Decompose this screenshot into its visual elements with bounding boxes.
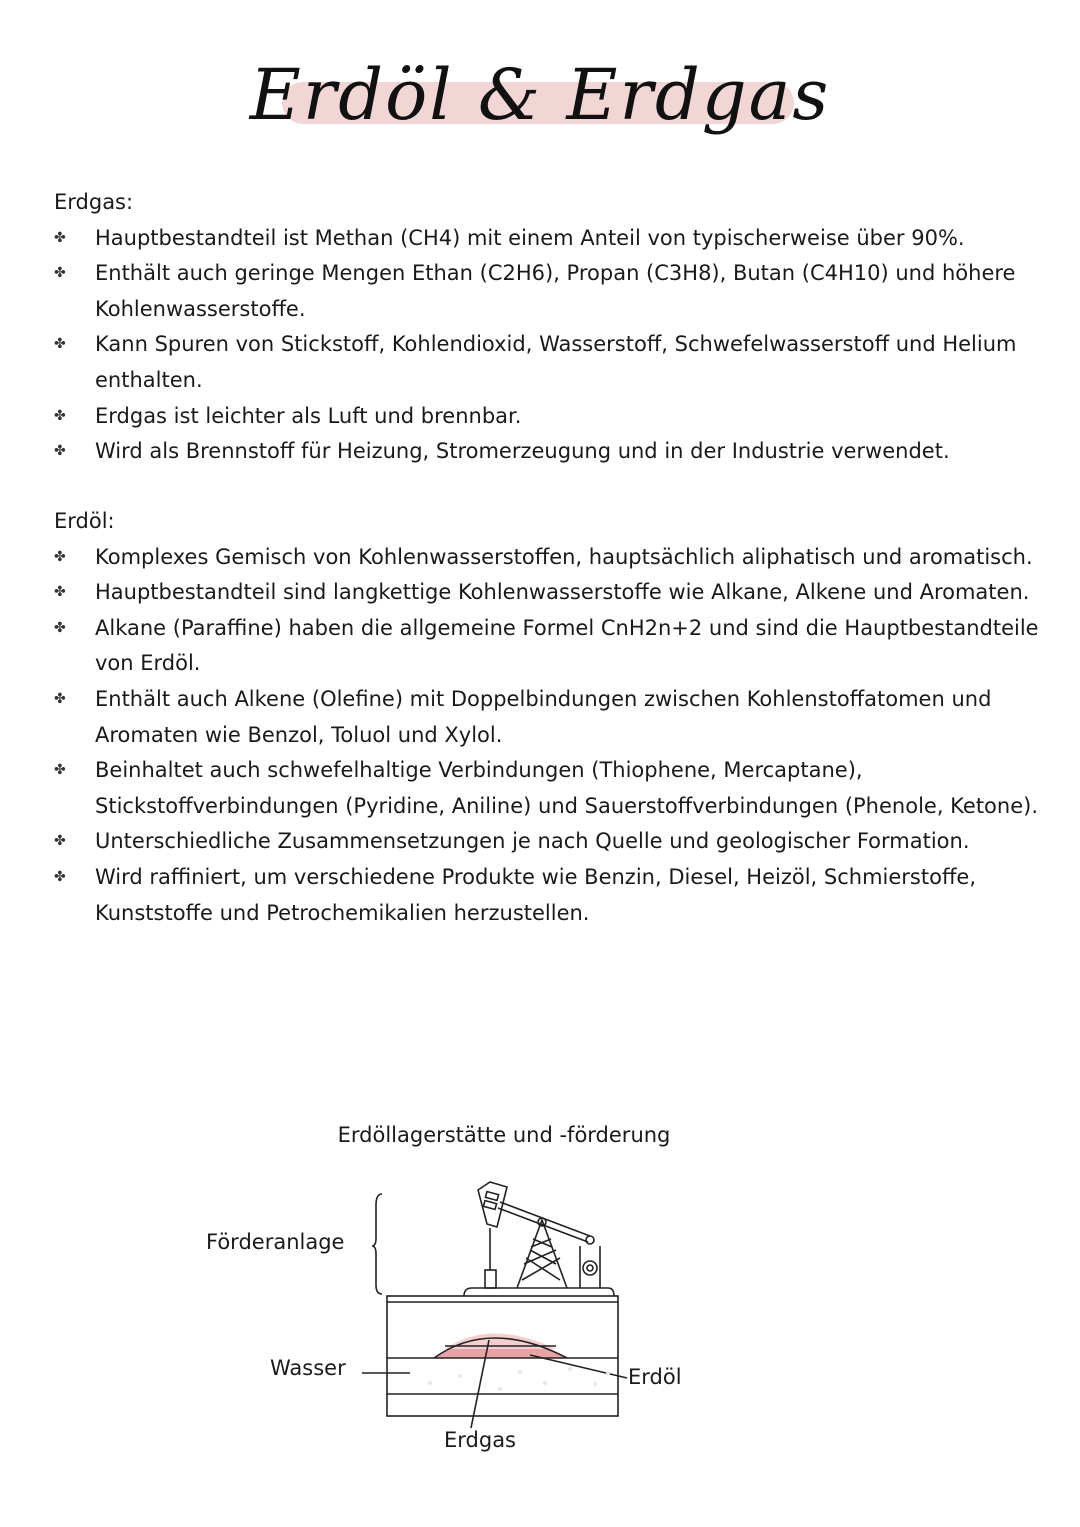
list-item-text: Enthält auch Alkene (Olefine) mit Doppelbindungen zwischen Kohlenstoffatomen und Aromaten wie Benzol, Toluol und Xylol.: [95, 686, 992, 747]
list-item-text: Komplexes Gemisch von Kohlenwasserstoffen, hauptsächlich aliphatisch und aromatisch.: [95, 544, 1033, 569]
label-erdoel: Erdöl: [628, 1365, 682, 1389]
label-wasser: Wasser: [270, 1356, 346, 1380]
flower-bullet-icon: ✤: [54, 229, 66, 246]
section-heading: Erdgas:: [54, 190, 134, 214]
list-item-text: Beinhaltet auch schwefelhaltige Verbindungen (Thiophene, Mercaptane), Stickstoffverbindungen (Pyridine, Aniline) und Sauerstoffverbindungen (Phenole, Ketone).: [95, 758, 1039, 818]
flower-bullet-icon: ✤: [54, 407, 66, 424]
label-erdgas: Erdgas: [444, 1428, 517, 1452]
list-item-text: Wird raffiniert, um verschiedene Produkte wie Benzin, Diesel, Heizöl, Schmierstoffe, Kunststoffe und Petrochemikalien herzustellen.: [95, 864, 977, 925]
list-item-text: Hauptbestandteil ist Methan (CH4) mit einem Anteil von typischerweise über 90%.: [95, 225, 965, 250]
flower-bullet-icon: ✤: [54, 619, 66, 636]
list-item-text: Hauptbestandteil sind langkettige Kohlenwasserstoffe wie Alkane, Alkene und Aromaten.: [95, 580, 1030, 605]
list-item-text: Kann Spuren von Stickstoff, Kohlendioxid, Wasserstoff, Schwefelwasserstoff und Helium enthalten.: [95, 332, 1017, 392]
water-dots: [428, 1367, 610, 1391]
flower-bullet-icon: ✤: [54, 584, 66, 601]
list-item-text: Erdgas ist leichter als Luft und brennbar.: [95, 403, 522, 428]
flower-bullet-icon: ✤: [54, 548, 66, 565]
page-title: Erdöl & Erdgas: [249, 54, 831, 136]
flower-bullet-icon: ✤: [54, 336, 66, 353]
list-item-text: Enthält auch geringe Mengen Ethan (C2H6), Propan (C3H8), Butan (C4H10) und höhere Kohlenwasserstoffe.: [95, 261, 1016, 321]
reservoir-dome: [434, 1334, 567, 1359]
brace: [372, 1194, 382, 1294]
diagram-title: Erdöllagerstätte und -förderung: [337, 1123, 671, 1147]
flower-bullet-icon: ✤: [54, 265, 66, 282]
pumpjack-icon: [464, 1182, 614, 1296]
list-item-text: Alkane (Paraffine) haben die allgemeine Formel CnH2n+2 und sind die Hauptbestandteile von Erdöl.: [95, 615, 1039, 676]
label-foerderanlage: Förderanlage: [206, 1230, 345, 1254]
section-heading: Erdöl:: [54, 509, 115, 533]
flower-bullet-icon: ✤: [54, 762, 66, 779]
flower-bullet-icon: ✤: [54, 443, 66, 460]
flower-bullet-icon: ✤: [54, 690, 66, 707]
flower-bullet-icon: ✤: [54, 833, 66, 850]
list-item-text: Unterschiedliche Zusammensetzungen je nach Quelle und geologischer Formation.: [95, 829, 970, 854]
list-item-text: Wird als Brennstoff für Heizung, Stromerzeugung und in der Industrie verwendet.: [95, 439, 950, 464]
flower-bullet-icon: ✤: [54, 868, 66, 885]
